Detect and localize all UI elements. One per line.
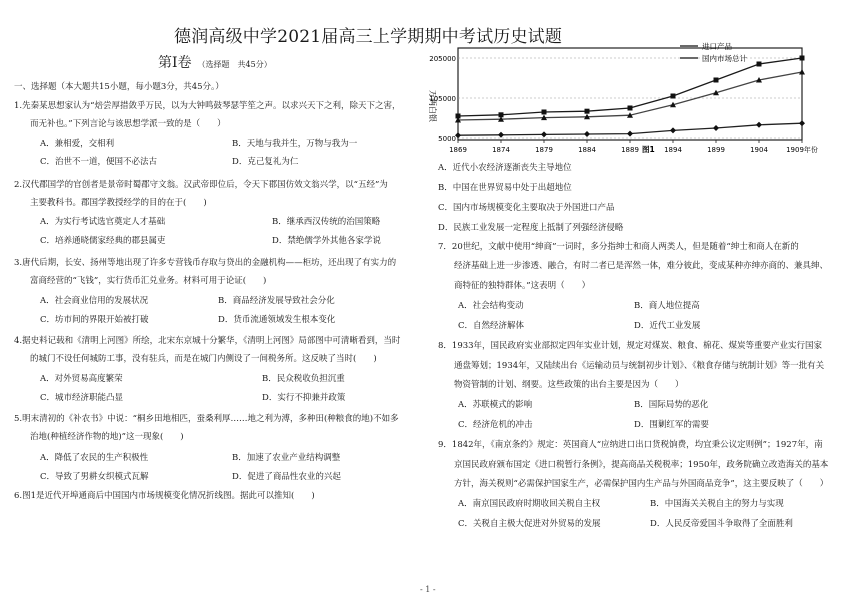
q3-option-a: A．社会商业信用的发展状况 <box>40 296 149 306</box>
q7-option-d: D．近代工业发展 <box>634 321 701 331</box>
data-point <box>714 78 719 83</box>
data-point <box>498 132 504 138</box>
q6-stem: 6.图1是近代开埠通商后中国国内市场规模变化情况折线图。据此可以推知( ) <box>14 491 315 501</box>
x-tick-label: 1899 <box>707 146 725 154</box>
y-axis-label: 万两白银 <box>428 90 437 122</box>
q1-stem-1: 1.先秦某思想家认为“焙尝厚措敛乎万民，以为大钟鸣鼓琴瑟竽笙之声。以求兴天下之利，除天下之害， <box>14 101 401 111</box>
x-tick-label: 1869 <box>449 146 467 154</box>
data-point <box>800 56 805 61</box>
data-point <box>541 131 547 137</box>
y-tick-label: 105000 <box>429 95 456 103</box>
q1-option-c: C．治世不一道，便国不必法古 <box>40 157 158 167</box>
x-tick-label: 1874 <box>492 146 510 154</box>
q5-option-b: B．加速了农业产业结构调整 <box>232 453 341 463</box>
data-point <box>713 125 719 131</box>
q4-stem-2: 的城门不设任何城防工事，没有驻兵，而是在城门内侧设了一间税务所。这反映了当时( ) <box>30 354 377 364</box>
q5-option-d: D．促进了商品性农业的兴起 <box>232 472 341 482</box>
instructions: 一、选择题（本大题共15小题，每小题3分，共45分。） <box>14 82 224 92</box>
q5-stem-2: 治地(种植经济作物的地)”这一现象( ) <box>30 432 184 442</box>
data-point <box>671 94 676 99</box>
q2-option-d: D．禁绝儒学外其他各家学说 <box>272 236 381 246</box>
q7-option-b: B．商人地位提高 <box>634 301 700 311</box>
q9-option-d: D．人民反帝爱国斗争取得了全面胜利 <box>650 519 793 529</box>
q2-option-b: B．继承西汉传统的治国策略 <box>272 217 381 227</box>
q3-stem-1: 3.唐代后期，长安、扬州等地出现了许多专营钱币存取与贷出的金融机构——柜坊，还出现了有实力的 <box>14 258 397 268</box>
data-point <box>756 122 762 128</box>
data-point <box>585 109 590 114</box>
data-point <box>799 120 805 126</box>
q3-option-b: B．商品经济发展导致社会分化 <box>218 296 335 306</box>
q6-option-d: D．民族工业发展一定程度上抵制了列强经济侵略 <box>438 223 624 233</box>
x-tick-label: 1904 <box>750 146 768 154</box>
x-tick-label: 1894 <box>664 146 682 154</box>
exam-title: 德润高级中学2021届高三上学期期中考试历史试题 <box>174 27 563 47</box>
q8-option-d: D．围剿红军的需要 <box>634 420 709 430</box>
q3-option-c: C．坊市间的界限开始被打破 <box>40 315 149 325</box>
x-tick-label: 1909年份 <box>786 146 818 154</box>
y-tick-label: 5000 <box>438 135 456 143</box>
x-tick-label: 1879 <box>535 146 553 154</box>
q7-stem-2: 经济基础上进一步渗透、融合，有时二者已是浑然一体，难分彼此，变成某种亦绅亦商的、兼具绅、 <box>454 261 829 271</box>
q8-option-b: B．国际局势的恶化 <box>634 400 709 410</box>
data-point <box>757 62 762 67</box>
q7-option-c: C．自然经济解体 <box>458 321 525 331</box>
q4-option-b: B．民众税收负担沉重 <box>262 374 345 384</box>
q1-option-b: B．天地与我并生，万物与我为一 <box>232 139 358 149</box>
q4-option-a: A．对外贸易高度繁荣 <box>40 374 123 384</box>
q9-stem-3: 方针，海关税则“必需保护国家生产，必需保护国内生产品与外国商品竞争”，这主要反映了（ ） <box>454 479 829 489</box>
q2-option-a: A．为实行考试选官奠定人才基础 <box>40 217 166 227</box>
q3-option-d: D．货币流通领域发生根本变化 <box>218 315 336 325</box>
section-heading <box>158 52 272 72</box>
q8-stem-2: 通盘筹划；1934年，又陆续出台《运输动员与统制初步计划》、《粮食存储与统制计划》等一批有关 <box>454 361 825 371</box>
legend-label: 国内市场总计 <box>702 54 747 63</box>
q9-option-b: B．中国海关关税自主的努力与实现 <box>650 499 784 509</box>
x-tick-label: 1889 <box>621 146 639 154</box>
q1-option-d: D．克己复礼为仁 <box>232 157 299 167</box>
section-name: 第Ⅰ卷 <box>158 55 192 71</box>
q4-stem-1: 4.据史料记载和《清明上河图》所绘，北宋东京城十分繁华，《清明上河图》局部图中可清晰看到，当时 <box>14 336 401 346</box>
data-point <box>628 106 633 111</box>
q2-option-c: C．培养通晓儒家经典的郡县属吏 <box>40 236 166 246</box>
q6-option-c: C．国内市场规模变化主要取决于外国进口产品 <box>438 203 615 213</box>
data-point <box>627 131 633 137</box>
q1-stem-2: 而无补也。”下列言论与该思想学派一致的是（ ） <box>30 119 226 129</box>
q5-stem-1: 5.明末清初的《补农书》中说：“桐乡田地相匹，蚕桑利厚……地之利为溥，多种田(种粮食的地)不如多 <box>14 414 399 424</box>
q5-option-a: A．降低了农民的生产积极性 <box>40 453 149 463</box>
q9-option-a: A．南京国民政府时期收回关税自主权 <box>458 499 601 509</box>
q5-option-c: C．导致了男耕女织模式瓦解 <box>40 472 149 482</box>
q1-option-a: A．兼相爱，交相利 <box>40 139 115 149</box>
q7-stem-1: 7．20世纪，文献中使用“绅商”一词时，多分指绅士和商人两类人，但是随着“绅士和商人在新的 <box>438 242 799 252</box>
q2-stem-1: 2.汉代郡国学的官创者是景帝时蜀郡守文翁。汉武帝即位后，令天下郡国仿效文翁兴学，以“五经”为 <box>14 180 388 190</box>
q8-option-a: A．苏联模式的影响 <box>458 400 533 410</box>
q3-stem-2: 富商经营的“飞钱”，实行货币汇兑业务。材料可用于论证( ) <box>30 276 267 286</box>
x-tick-label: 1884 <box>578 146 596 154</box>
q8-option-c: C．经济危机的冲击 <box>458 420 533 430</box>
q4-option-d: D．实行不抑兼并政策 <box>262 393 346 403</box>
data-point <box>584 131 590 137</box>
q8-stem-1: 8．1933年，国民政府实业部拟定四年实业计划，规定对煤炭、粮食、棉花、煤炭等重要产业实行国家 <box>438 341 823 351</box>
q7-option-a: A．社会结构变动 <box>458 301 524 311</box>
data-point <box>542 110 547 115</box>
y-tick-label: 205000 <box>429 55 456 63</box>
plot-frame <box>458 48 802 140</box>
q9-option-c: C．关税自主极大促进对外贸易的发展 <box>458 519 601 529</box>
figure-caption: 图1 <box>642 145 655 154</box>
legend-label: 进口产品 <box>702 42 732 51</box>
q6-option-b: B．中国在世界贸易中处于出超地位 <box>438 183 572 193</box>
q7-stem-3: 商特征的独特群体。”这表明（ ） <box>454 281 591 291</box>
data-point <box>670 127 676 133</box>
q6-option-a: A．近代小农经济逐渐丧失主导地位 <box>438 163 572 173</box>
q9-stem-2: 京国民政府颁布国定《进口税暂行条例》，提高商品关税税率；1950年，政务院确立改造海关的基本 <box>454 460 829 470</box>
q2-stem-2: 主要教科书。郡国学教授经学的目的在于( ) <box>30 198 207 208</box>
section-note: （选择题 共45分） <box>197 60 272 69</box>
q9-stem-1: 9．1842年，《南京条约》规定：英国商人“应纳进口出口货税饷费，均宜秉公议定则例”；1927年，南 <box>438 440 823 450</box>
market-scale-chart <box>420 40 818 158</box>
q8-stem-3: 物资管制的计划、纲要。这些政策的出台主要是因为（ ） <box>454 380 684 390</box>
page-number: - 1 - <box>420 585 436 594</box>
q4-option-c: C．城市经济职能凸显 <box>40 393 124 403</box>
